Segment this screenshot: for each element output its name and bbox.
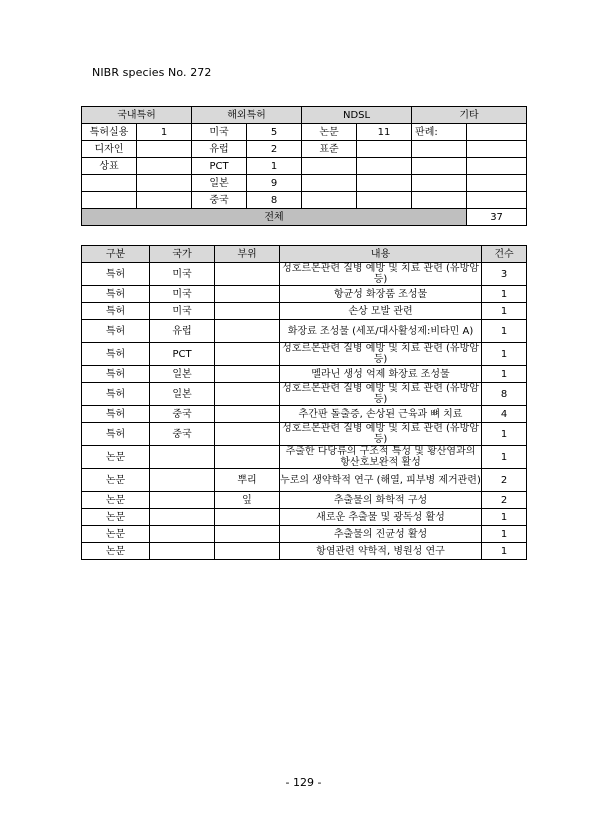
summary-total-label: 전체 bbox=[82, 209, 467, 226]
summary-cell: 5 bbox=[247, 124, 302, 141]
detail-cell-type: 특허 bbox=[82, 303, 150, 320]
detail-cell-type: 특허 bbox=[82, 406, 150, 423]
summary-cell: 9 bbox=[247, 175, 302, 192]
detail-cell-part bbox=[215, 406, 280, 423]
table-row bbox=[82, 526, 527, 543]
detail-cell-part bbox=[215, 343, 280, 366]
detail-cell-type: 논문 bbox=[82, 543, 150, 560]
detail-cell-count: 1 bbox=[482, 343, 527, 366]
summary-cell bbox=[302, 192, 357, 209]
summary-cell: 상표 bbox=[82, 158, 137, 175]
summary-cell bbox=[357, 158, 412, 175]
summary-cell bbox=[137, 141, 192, 158]
detail-cell-part bbox=[215, 366, 280, 383]
summary-cell bbox=[357, 192, 412, 209]
detail-cell-content: 새로운 추출물 및 광독성 활성 bbox=[280, 509, 482, 526]
detail-cell-country: 미국 bbox=[150, 286, 215, 303]
detail-cell-part bbox=[215, 509, 280, 526]
summary-cell bbox=[412, 141, 467, 158]
summary-cell: 판례: bbox=[412, 124, 467, 141]
detail-cell-content: 추출물의 화학적 구성 bbox=[280, 492, 482, 509]
summary-header-other: 기타 bbox=[412, 107, 527, 124]
summary-cell bbox=[137, 175, 192, 192]
detail-cell-count: 1 bbox=[482, 509, 527, 526]
detail-cell-count: 4 bbox=[482, 406, 527, 423]
detail-cell-count: 1 bbox=[482, 543, 527, 560]
page-header: NIBR species No. 272 bbox=[92, 66, 212, 79]
table-row bbox=[82, 383, 527, 406]
detail-cell-country bbox=[150, 469, 215, 492]
detail-cell-part bbox=[215, 303, 280, 320]
summary-cell: 표준 bbox=[302, 141, 357, 158]
summary-cell bbox=[357, 141, 412, 158]
detail-cell-count: 1 bbox=[482, 423, 527, 446]
summary-cell bbox=[302, 158, 357, 175]
detail-cell-count: 1 bbox=[482, 303, 527, 320]
detail-cell-part bbox=[215, 526, 280, 543]
detail-cell-country: 미국 bbox=[150, 263, 215, 286]
summary-cell bbox=[302, 175, 357, 192]
detail-cell-count: 8 bbox=[482, 383, 527, 406]
summary-total-row bbox=[82, 209, 527, 226]
summary-cell: 논문 bbox=[302, 124, 357, 141]
summary-total-value: 37 bbox=[467, 209, 527, 226]
summary-cell bbox=[467, 124, 527, 141]
summary-cell bbox=[412, 158, 467, 175]
summary-header-overseas: 해외특허 bbox=[192, 107, 302, 124]
summary-cell bbox=[412, 175, 467, 192]
table-row bbox=[82, 469, 527, 492]
detail-cell-content: 누로의 생약학적 연구 (해열, 피부병 제거관련) bbox=[280, 469, 482, 492]
detail-cell-country: 일본 bbox=[150, 383, 215, 406]
detail-cell-country bbox=[150, 492, 215, 509]
summary-cell: 특허실용 bbox=[82, 124, 137, 141]
summary-cell bbox=[82, 192, 137, 209]
detail-cell-type: 논문 bbox=[82, 526, 150, 543]
table-row bbox=[82, 320, 527, 343]
detail-cell-type: 특허 bbox=[82, 366, 150, 383]
detail-cell-type: 특허 bbox=[82, 383, 150, 406]
detail-cell-part bbox=[215, 320, 280, 343]
detail-cell-type: 특허 bbox=[82, 320, 150, 343]
summary-row bbox=[82, 141, 527, 158]
detail-cell-count: 3 bbox=[482, 263, 527, 286]
detail-cell-content: 성호르몬관련 질병 예방 및 치료 관련 (유방암 등) bbox=[280, 263, 482, 286]
table-row bbox=[82, 286, 527, 303]
detail-cell-part bbox=[215, 263, 280, 286]
detail-cell-count: 1 bbox=[482, 286, 527, 303]
summary-cell: 1 bbox=[247, 158, 302, 175]
detail-cell-content: 추간판 돌출증, 손상된 근육과 뼈 치료 bbox=[280, 406, 482, 423]
page-number: - 129 - bbox=[285, 776, 322, 789]
summary-cell: 11 bbox=[357, 124, 412, 141]
detail-cell-count: 1 bbox=[482, 320, 527, 343]
summary-cell bbox=[467, 158, 527, 175]
table-row bbox=[82, 343, 527, 366]
detail-header-country: 국가 bbox=[150, 246, 215, 263]
detail-cell-content: 성호르몬관련 질병 예방 및 치료 관련 (유방암 등) bbox=[280, 423, 482, 446]
summary-cell: 중국 bbox=[192, 192, 247, 209]
table-row bbox=[82, 263, 527, 286]
detail-cell-country: 중국 bbox=[150, 406, 215, 423]
detail-cell-country bbox=[150, 446, 215, 469]
detail-cell-content: 성호르몬관련 질병 예방 및 치료 관련 (유방암 등) bbox=[280, 383, 482, 406]
detail-cell-type: 논문 bbox=[82, 509, 150, 526]
patent-detail-table bbox=[81, 245, 527, 560]
table-row bbox=[82, 303, 527, 320]
detail-cell-part: 뿌리 bbox=[215, 469, 280, 492]
detail-cell-country: PCT bbox=[150, 343, 215, 366]
detail-cell-type: 특허 bbox=[82, 286, 150, 303]
detail-cell-content: 추출물의 진균성 활성 bbox=[280, 526, 482, 543]
detail-cell-type: 특허 bbox=[82, 423, 150, 446]
detail-cell-country: 미국 bbox=[150, 303, 215, 320]
table-row bbox=[82, 492, 527, 509]
detail-cell-type: 특허 bbox=[82, 263, 150, 286]
detail-cell-country bbox=[150, 526, 215, 543]
detail-cell-content: 추출한 다당류의 구조적 특성 및 황산염과의 항산호보완적 활성 bbox=[280, 446, 482, 469]
detail-header-count: 건수 bbox=[482, 246, 527, 263]
detail-cell-content: 멜라닌 생성 억제 화장료 조성물 bbox=[280, 366, 482, 383]
summary-row bbox=[82, 192, 527, 209]
detail-cell-country: 중국 bbox=[150, 423, 215, 446]
detail-cell-part bbox=[215, 543, 280, 560]
detail-cell-part bbox=[215, 423, 280, 446]
table-row bbox=[82, 423, 527, 446]
summary-cell bbox=[412, 192, 467, 209]
summary-cell: 디자인 bbox=[82, 141, 137, 158]
detail-cell-type: 논문 bbox=[82, 446, 150, 469]
summary-cell: 일본 bbox=[192, 175, 247, 192]
detail-cell-country: 일본 bbox=[150, 366, 215, 383]
summary-cell: PCT bbox=[192, 158, 247, 175]
detail-cell-content: 화장료 조성물 (세포/대사활성제:비타민 A) bbox=[280, 320, 482, 343]
summary-cell: 8 bbox=[247, 192, 302, 209]
summary-cell bbox=[137, 158, 192, 175]
detail-cell-country bbox=[150, 543, 215, 560]
detail-cell-type: 특허 bbox=[82, 343, 150, 366]
detail-cell-type: 논문 bbox=[82, 469, 150, 492]
detail-cell-count: 2 bbox=[482, 492, 527, 509]
summary-cell bbox=[137, 192, 192, 209]
summary-cell: 미국 bbox=[192, 124, 247, 141]
patent-summary-table bbox=[81, 106, 527, 226]
detail-cell-count: 1 bbox=[482, 366, 527, 383]
detail-cell-content: 손상 모발 관련 bbox=[280, 303, 482, 320]
summary-row bbox=[82, 175, 527, 192]
detail-cell-country: 유럽 bbox=[150, 320, 215, 343]
table-row bbox=[82, 366, 527, 383]
summary-cell bbox=[82, 175, 137, 192]
summary-cell bbox=[467, 192, 527, 209]
summary-cell bbox=[467, 175, 527, 192]
summary-cell: 유럽 bbox=[192, 141, 247, 158]
detail-cell-count: 2 bbox=[482, 469, 527, 492]
table-row bbox=[82, 543, 527, 560]
detail-cell-part bbox=[215, 286, 280, 303]
summary-header-row bbox=[82, 107, 527, 124]
table-row bbox=[82, 509, 527, 526]
detail-cell-content: 성호르몬관련 질병 예방 및 치료 관련 (유방암 등) bbox=[280, 343, 482, 366]
detail-cell-count: 1 bbox=[482, 526, 527, 543]
detail-cell-content: 항염관련 약학적, 병원성 연구 bbox=[280, 543, 482, 560]
detail-header-type: 구분 bbox=[82, 246, 150, 263]
table-row bbox=[82, 406, 527, 423]
summary-cell bbox=[357, 175, 412, 192]
detail-cell-part bbox=[215, 383, 280, 406]
detail-cell-part bbox=[215, 446, 280, 469]
detail-header-row bbox=[82, 246, 527, 263]
summary-cell: 2 bbox=[247, 141, 302, 158]
detail-cell-part: 잎 bbox=[215, 492, 280, 509]
detail-header-part: 부위 bbox=[215, 246, 280, 263]
summary-header-domestic: 국내특허 bbox=[82, 107, 192, 124]
detail-cell-content: 항균성 화장품 조성물 bbox=[280, 286, 482, 303]
detail-cell-count: 1 bbox=[482, 446, 527, 469]
summary-row bbox=[82, 124, 527, 141]
summary-header-ndsl: NDSL bbox=[302, 107, 412, 124]
detail-header-content: 내용 bbox=[280, 246, 482, 263]
summary-cell bbox=[467, 141, 527, 158]
summary-cell: 1 bbox=[137, 124, 192, 141]
summary-row bbox=[82, 158, 527, 175]
table-row bbox=[82, 446, 527, 469]
detail-cell-country bbox=[150, 509, 215, 526]
detail-cell-type: 논문 bbox=[82, 492, 150, 509]
